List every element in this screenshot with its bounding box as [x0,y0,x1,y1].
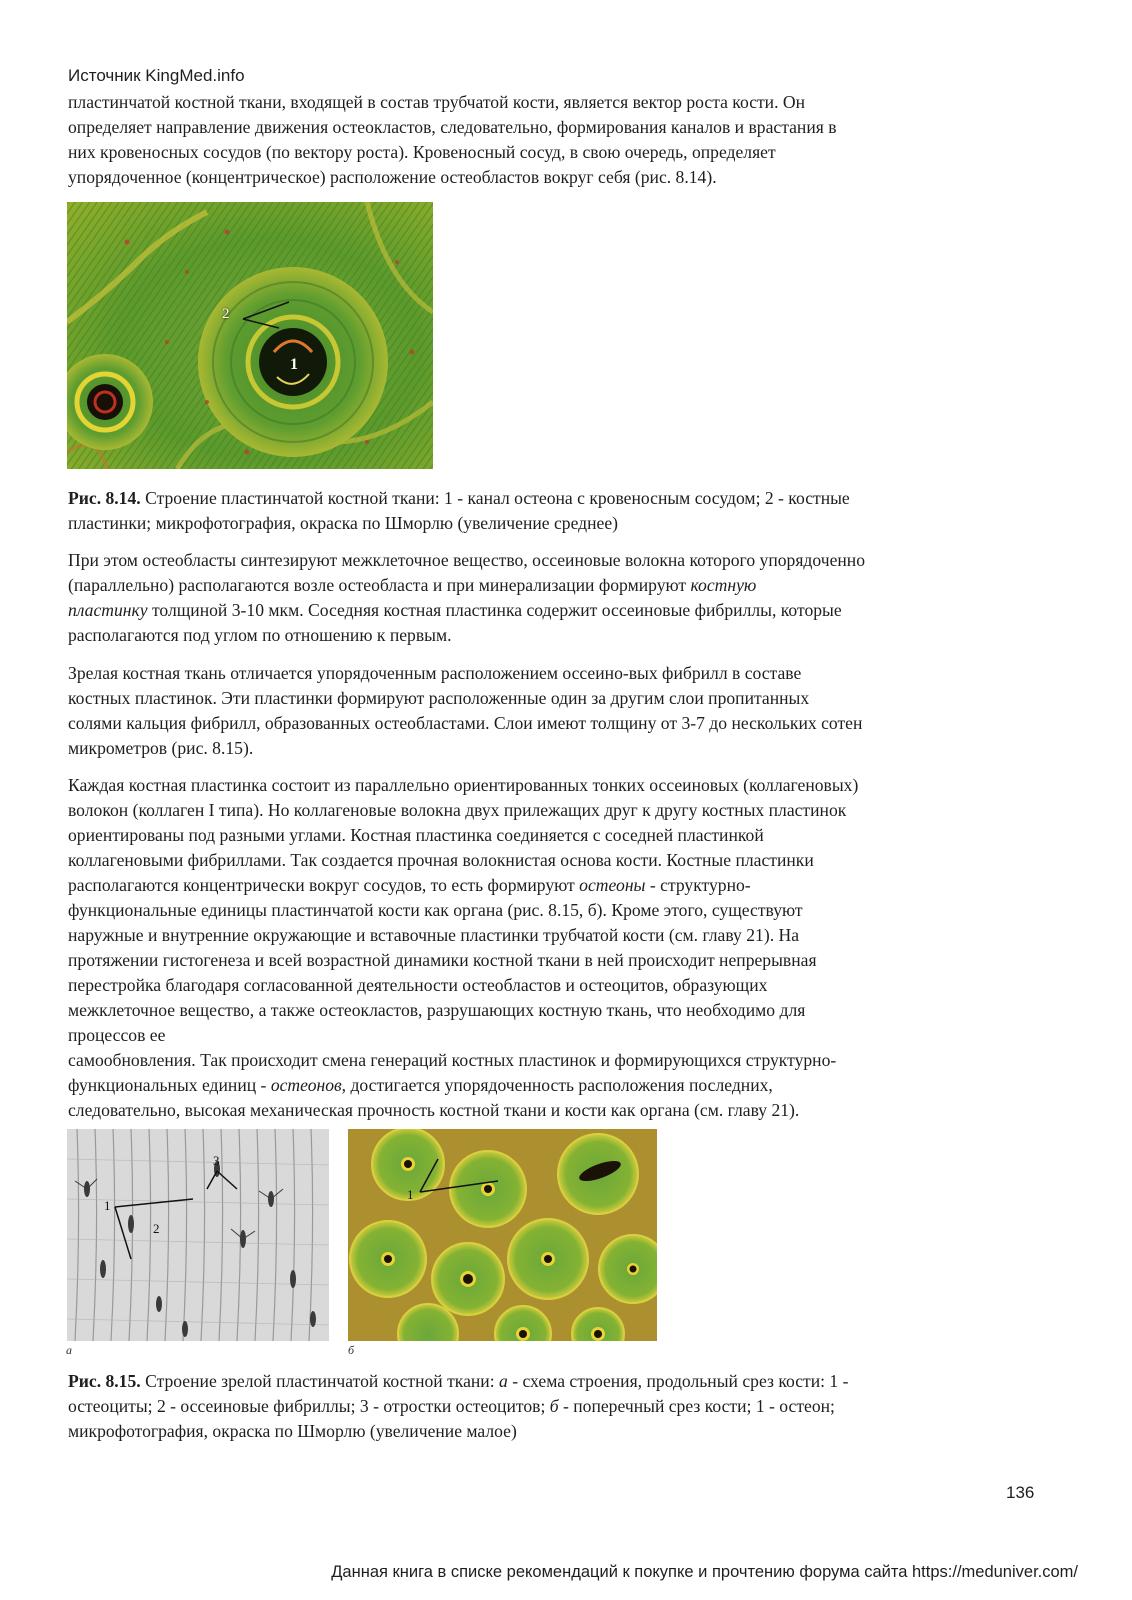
figure-label-1: 1 [104,1198,111,1213]
text-line: межклеточное вещество, а также остеокластов, разрушающих костную ткань, что необходимо для [68,1000,806,1020]
text-line: перестройка благодаря согласованной деятельности остеобластов и остеоцитов, образующих [68,975,768,995]
text-line: определяет направление движения остеокластов, следовательно, формирования каналов и врастания в [68,117,837,137]
text-line: ориентированы под разными углами. Костная пластинка соединяется с соседней пластинкой [68,825,764,845]
figure-8-15a-schematic [67,1129,329,1341]
text-line: протяжении гистогенеза и всей возрастной динамики костной ткани в ней происходит непрерывная [68,950,817,970]
text-line: пластинчатой костной ткани, входящей в состав трубчатой кости, является вектор роста кости. Он [68,92,806,112]
figure-sublabel-b: б [348,1343,355,1357]
emphasis-term: а [499,1371,508,1391]
emphasis-term: б [549,1396,559,1416]
figure-label-2: 2 [222,306,230,322]
text-line: Каждая костная пластинка состоит из параллельно ориентированных тонких оссеиновых (коллагеновых) [68,775,859,795]
text-line: процессов ее [68,1025,166,1045]
source-header: Источник KingMed.info [68,66,245,85]
text-line: (параллельно) располагаются возле остеобласта и при минерализации формируют [68,575,691,595]
figure-label-1: 1 [407,1187,414,1202]
emphasis-term: остеоны [579,875,646,895]
figure-sublabel-a: а [66,1343,72,1357]
figure-label-2: 2 [153,1221,160,1236]
text-line: функциональных единиц - [68,1075,271,1095]
text-line: располагаются концентрически вокруг сосудов, то есть формируют [68,875,580,895]
figure-8-15b-micrograph [348,1129,657,1341]
text-line: упорядоченное (концентрическое) расположение остеобластов вокруг себя (рис. 8.14). [68,167,717,187]
figure-8-14-micrograph [67,202,433,469]
caption-text: Строение зрелой пластинчатой костной ткани: [140,1371,500,1391]
text-line: При этом остеобласты синтезируют межклеточное вещество, оссеиновые волокна которого упорядоченно [68,550,866,570]
text-line: самообновления. Так происходит смена генераций костных пластинок и формирующихся структурно- [68,1050,837,1070]
caption-text: микрофотография, окраска по Шморлю (увеличение малое) [68,1421,517,1441]
text-line: следовательно, высокая механическая прочность костной ткани и кости как органа (см. главу 21). [68,1100,800,1120]
figure-8-14-caption [68,486,1058,536]
emphasis-term: остеонов, [270,1075,347,1095]
intro-paragraph [68,90,1058,190]
text-line: Зрелая костная ткань отличается упорядоченным расположением оссеино-вых фибрилл в составе [68,663,802,683]
footer-note: Данная книга в списке рекомендаций к покупке и прочтению форума сайта https://meduniver.com/ [331,1563,1078,1581]
paragraph-osteoblasts [68,548,1058,648]
text-line: толщиной 3-10 мкм. Соседняя костная пластинка содержит оссеиновые фибриллы, которые [147,600,842,620]
emphasis-term: костную [690,575,757,595]
text-line: - структурно- [645,875,751,895]
text-line: располагаются под углом по отношению к первым. [68,625,452,645]
figure-label-3: 3 [213,1153,220,1168]
paragraph-bone-lamella [68,773,1058,1123]
text-line: функциональные единицы пластинчатой кости как органа (рис. 8.15, б). Кроме этого, существуют [68,900,803,920]
caption-text: пластинки; микрофотография, окраска по Шморлю (увеличение среднее) [68,513,619,533]
text-line: микрометров (рис. 8.15). [68,738,254,758]
paragraph-mature-bone [68,661,1058,761]
caption-text: Строение пластинчатой костной ткани: 1 - канал остеона с кровеносным сосудом; 2 - костные [140,488,850,508]
text-line: достигается упорядоченность расположения последних, [346,1075,773,1095]
figure-label-1: 1 [290,356,298,373]
text-line: солями кальция фибрилл, образованных остеобластами. Слои имеют толщину от 3-7 до нескольких сотен [68,713,863,733]
figure-8-15-caption [68,1369,1058,1444]
emphasis-term: пластинку [68,600,148,620]
caption-lead: Рис. 8.15. [68,1371,141,1391]
text-line: них кровеносных сосудов (по вектору роста). Кровеносный сосуд, в свою очередь, определяет [68,142,776,162]
page-number: 136 [1006,1483,1035,1502]
caption-text: - схема строения, продольный срез кости: 1 - [507,1371,849,1391]
text-line: волокон (коллаген I типа). Но коллагеновые волокна двух прилежащих друг к другу костных пластинок [68,800,847,820]
caption-lead: Рис. 8.14. [68,488,141,508]
caption-text: - поперечный срез кости; 1 - остеон; [558,1396,835,1416]
text-line: коллагеновыми фибриллами. Так создается прочная волокнистая основа кости. Костные пластинки [68,850,814,870]
caption-text: остеоциты; 2 - оссеиновые фибриллы; 3 - отростки остеоцитов; [68,1396,550,1416]
text-line: наружные и внутренние окружающие и вставочные пластинки трубчатой кости (см. главу 21). На [68,925,800,945]
text-line: костных пластинок. Эти пластинки формируют расположенные один за другим слои пропитанных [68,688,810,708]
